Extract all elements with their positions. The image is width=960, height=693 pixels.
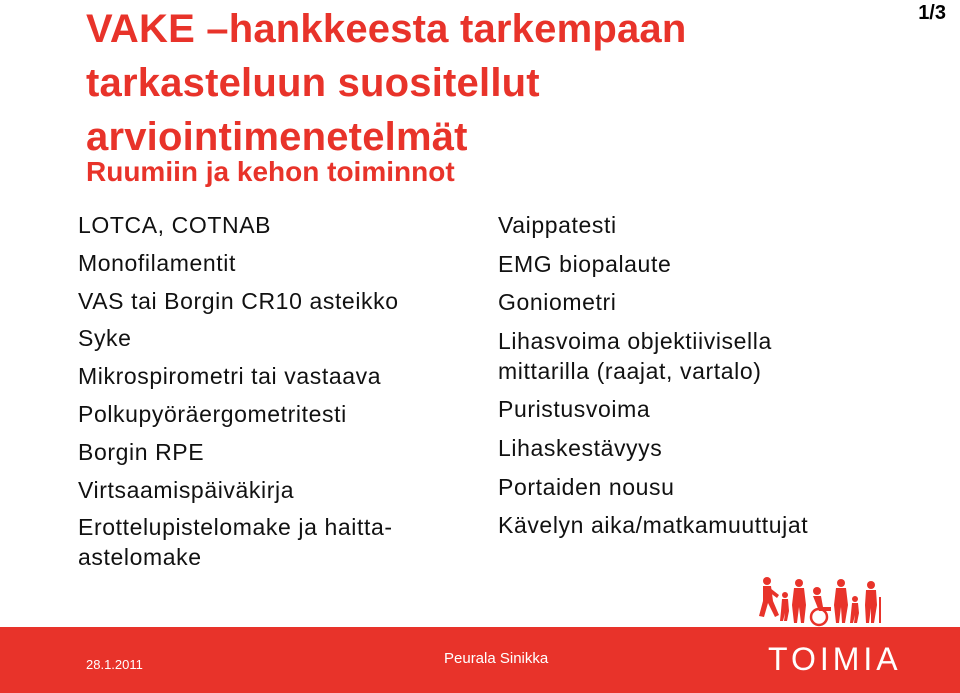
title-line-1: VAKE –hankkeesta tarkempaan [86, 7, 687, 51]
list-item: Polkupyöräergometritesti [78, 400, 347, 427]
list-item: VAS tai Borgin CR10 asteikko [78, 287, 399, 314]
slide-title [86, 2, 846, 164]
list-item-continuation: astelomake [78, 544, 202, 571]
list-item: Vaippatesti [498, 212, 617, 238]
toimia-logo: TOIMIA [768, 641, 902, 677]
list-item: Mikrospirometri tai vastaava [78, 363, 382, 390]
list-item: Kävelyn aika/matkamuuttujat [498, 512, 809, 539]
slide-subtitle: Ruumiin ja kehon toiminnot [86, 156, 455, 187]
list-item: Virtsaamispäiväkirja [78, 476, 295, 503]
list-item: Lihasvoima objektiivisella [498, 327, 772, 354]
list-item: Monofilamentit [78, 249, 236, 276]
list-item: Syke [78, 325, 132, 352]
footer-bar [0, 627, 960, 693]
title-line-2: tarkasteluun suositellut [86, 61, 540, 105]
list-item: Erottelupistelomake ja haitta- [78, 514, 393, 541]
list-item: Lihaskestävyys [498, 434, 663, 461]
footer-date: 28.1.2011 [86, 657, 143, 672]
list-item: LOTCA, COTNAB [78, 212, 272, 238]
left-method-list [78, 210, 478, 580]
slide-number: 1/3 [918, 2, 946, 24]
title-line-3: arviointimenetelmät [86, 115, 468, 159]
list-item: Portaiden nousu [498, 473, 675, 500]
list-item: EMG biopalaute [498, 250, 672, 277]
list-item-continuation: mittarilla (raajat, vartalo) [498, 357, 762, 384]
footer-author: Peurala Sinikka [444, 650, 549, 667]
people-figures-icon [755, 575, 885, 627]
right-method-list [498, 210, 938, 549]
list-item: Borgin RPE [78, 438, 205, 465]
list-item: Puristusvoima [498, 396, 651, 423]
list-item: Goniometri [498, 289, 617, 316]
